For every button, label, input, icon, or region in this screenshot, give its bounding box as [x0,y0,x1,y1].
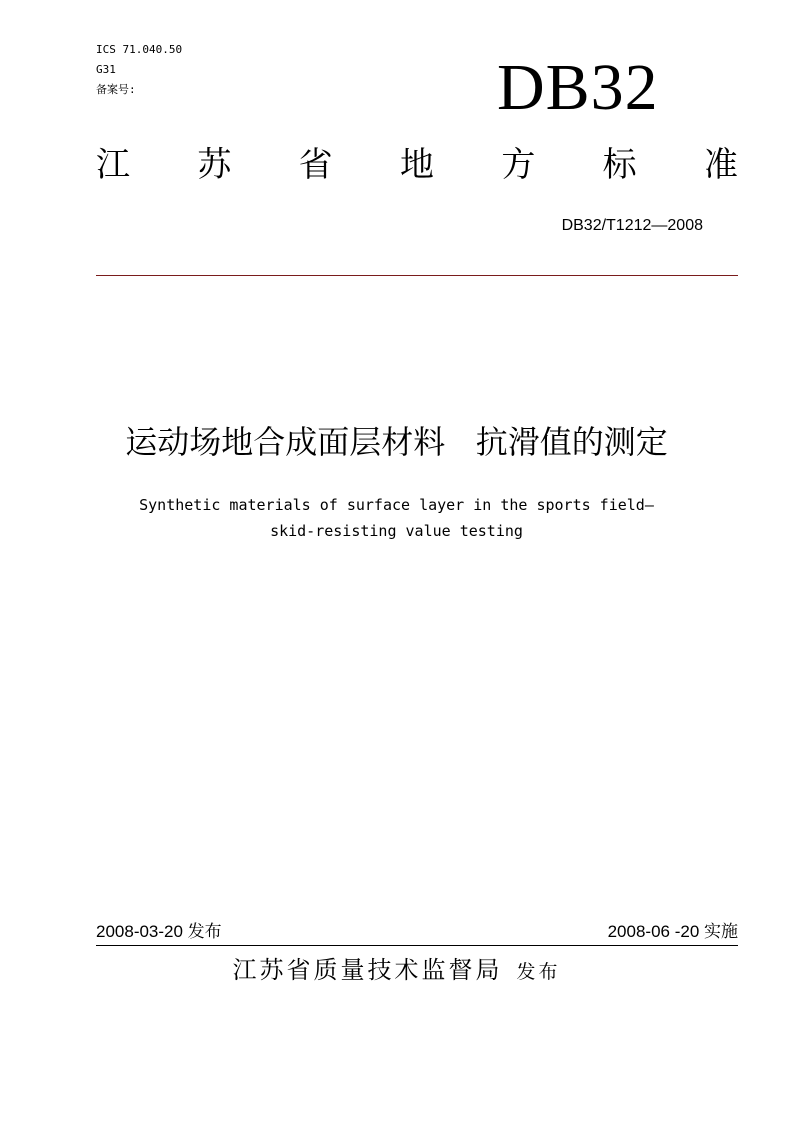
footer-divider [96,945,738,946]
issuing-authority: 江苏省质量技术监督局 [232,956,503,984]
title-char: 方 [501,145,536,185]
standard-code-logo: DB32 [497,51,659,124]
standard-type-title [96,145,738,185]
document-title-english [0,492,793,544]
filing-number-label: 备案号: [96,83,136,96]
document-title-chinese: 运动场地合成面层材料 抗滑值的测定 [125,423,668,461]
issue-date: 2008-03-20 发布 [96,922,222,941]
issuer-line [0,952,793,990]
title-char: 地 [399,145,434,185]
title-char: 准 [703,145,738,185]
title-char: 省 [298,145,333,185]
ics-code: ICS 71.040.50 [96,43,183,56]
standard-number: DB32/T1212—2008 [561,217,703,234]
header-divider [96,275,738,276]
implementation-date: 2008-06 -20 实施 [607,922,738,941]
title-char: 标 [602,145,637,185]
english-title-line-1: Synthetic materials of surface layer in the sports field— [139,496,654,514]
title-char: 苏 [197,145,232,185]
title-char: 江 [96,145,130,185]
header-meta [96,40,182,100]
english-title-line-2: skid-resisting value testing [270,522,523,540]
issue-action: 发布 [516,961,561,983]
date-row [96,920,738,944]
classification-code: G31 [96,63,116,76]
